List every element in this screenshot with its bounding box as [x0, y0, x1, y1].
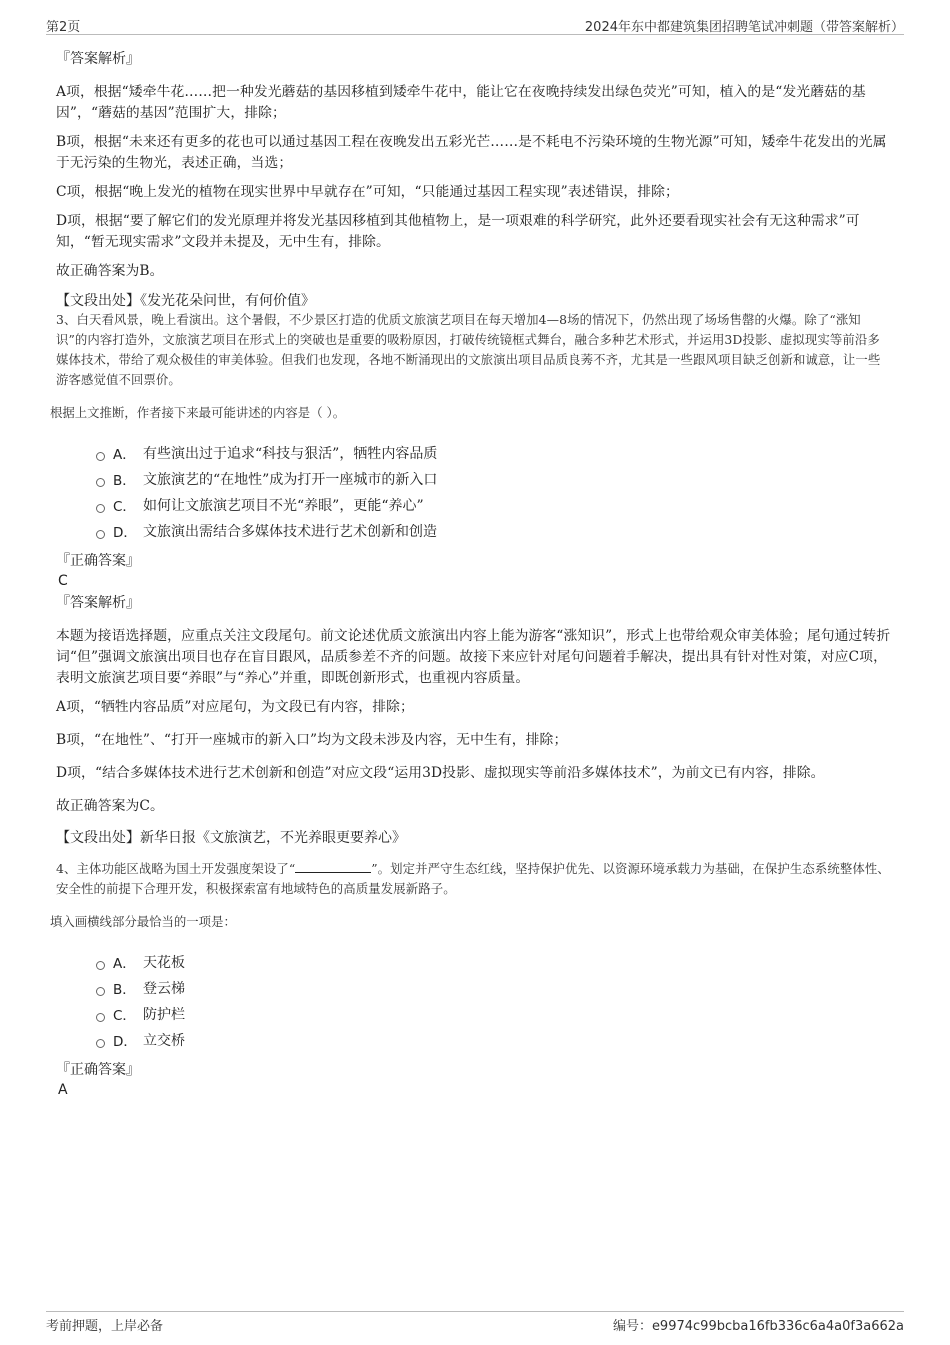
q3-analysis-a: A项，“牺牲内容品质”对应尾句，为文段已有内容，排除； — [56, 699, 414, 715]
q4-prompt: 填入画横线部分最恰当的一项是： — [50, 914, 236, 929]
q2-analysis-label: 『答案解析』 — [56, 51, 140, 67]
q2-conclusion: 故正确答案为B。 — [56, 263, 164, 279]
q3-prompt: 根据上文推断，作者接下来最可能讲述的内容是（ ）。 — [50, 405, 346, 420]
q3-option-a[interactable]: A． 有些演出过于追求“科技与狠活”，牺牲内容品质 — [96, 440, 892, 466]
q4-options — [96, 949, 892, 1053]
q3-analysis-b: B项，“在地性”、“打开一座城市的新入口”均为文段未涉及内容，无中生有，排除； — [56, 732, 568, 748]
q4-question-text: 4、主体功能区战略为国土开发强度架设了“ ”。划定并严守生态红线，坚持保护优先、以资源环境承载力为基础，在保护生态系统整体性、安全性的前提下合理开发，积极探索富有地域特色的高质量发展新路子。 — [56, 861, 890, 896]
q4-answer-label: 『正确答案』 — [56, 1062, 140, 1078]
q3-conclusion: 故正确答案为C。 — [56, 798, 164, 814]
radio-icon[interactable] — [96, 504, 105, 513]
q2-analysis-a: A项，根据“矮牵牛花……把一种发光蘑菇的基因移植到矮牵牛花中，能让它在夜晚持续发出绿色荧光”可知，植入的是“发光蘑菇的基因”，“蘑菇的基因”范围扩大，排除； — [56, 84, 866, 121]
radio-icon[interactable] — [96, 961, 105, 970]
q3-question-text: 3、白天看风景，晚上看演出。这个暑假，不少景区打造的优质文旅演艺项目在每天增加4—8场的情况下，仍然出现了场场售罄的火爆。除了“涨知识”的内容打造外，文旅演艺项目在形式上的突破也是重要的吸粉原因，打破传统镜框式舞台，融合多种艺术形式，并运用3D投影、虚拟现实等前沿多媒体技术，带给了观众极佳的审美体验。但我们也发现，各地不断涌现出的文旅演出项目品质良莠不齐，尤其是一些跟风项目缺乏创新和诚意，让一些游客感觉值不回票价。 — [56, 312, 881, 387]
q2-source: 【文段出处】《发光花朵问世，有何价值》 — [56, 293, 315, 309]
radio-icon[interactable] — [96, 1013, 105, 1022]
q4-option-a[interactable]: A． 天花板 — [96, 949, 892, 975]
q4-option-d[interactable]: D． 立交桥 — [96, 1027, 892, 1053]
q2-analysis-b: B项，根据“未来还有更多的花也可以通过基因工程在夜晚发出五彩光芒……是不耗电不污染环境的生物光源”可知，矮牵牛花发出的光属于无污染的生物光，表述正确，当选； — [56, 134, 887, 171]
radio-icon[interactable] — [96, 478, 105, 487]
radio-icon[interactable] — [96, 1039, 105, 1048]
q3-answer: C — [58, 573, 68, 589]
q2-analysis-d: D项，根据“要了解它们的发光原理并将发光基因移植到其他植物上，是一项艰难的科学研究，此外还要看现实社会有无这种需求”可知，“暂无现实需求”文段并未提及，无中生有，排除。 — [56, 213, 860, 250]
q3-option-d[interactable]: D． 文旅演出需结合多媒体技术进行艺术创新和创造 — [96, 518, 892, 544]
q4-answer: A — [58, 1082, 68, 1098]
footer-slogan: 考前押题，上岸必备 — [46, 1319, 164, 1334]
q4-option-b[interactable]: B． 登云梯 — [96, 975, 892, 1001]
q2-analysis-c: C项，根据“晚上发光的植物在现实世界中早就存在”可知，“只能通过基因工程实现”表述错误，排除； — [56, 184, 679, 200]
q3-analysis-label: 『答案解析』 — [56, 595, 140, 611]
q3-answer-label: 『正确答案』 — [56, 553, 140, 569]
fill-blank — [295, 860, 371, 873]
page-number: 第2页 — [46, 20, 81, 35]
radio-icon[interactable] — [96, 987, 105, 996]
document-code: 编号：e9974c99bcba16fb336c6a4a0f3a662a — [612, 1319, 904, 1334]
q3-option-c[interactable]: C． 如何让文旅演艺项目不光“养眼”，更能“养心” — [96, 492, 892, 518]
q3-source: 【文段出处】新华日报《文旅演艺，不光养眼更要养心》 — [56, 830, 406, 846]
radio-icon[interactable] — [96, 452, 105, 461]
document-title: 2024年东中都建筑集团招聘笔试冲刺题（带答案解析） — [584, 20, 904, 35]
q3-option-b[interactable]: B． 文旅演艺的“在地性”成为打开一座城市的新入口 — [96, 466, 892, 492]
q3-analysis-d: D项，“结合多媒体技术进行艺术创新和创造”对应文段“运用3D投影、虚拟现实等前沿多媒体技术”，为前文已有内容，排除。 — [56, 765, 825, 781]
header-divider — [46, 34, 904, 35]
footer-divider — [46, 1311, 904, 1312]
q4-option-c[interactable]: C． 防护栏 — [96, 1001, 892, 1027]
radio-icon[interactable] — [96, 530, 105, 539]
q3-options — [96, 440, 892, 544]
content — [50, 50, 892, 1103]
q3-analysis-main: 本题为接语选择题，应重点关注文段尾句。前文论述优质文旅演出内容上能为游客“涨知识”，形式上也带给观众审美体验；尾句通过转折词“但”强调文旅演出项目也存在盲目跟风，品质参差不齐的问题。故接下来应针对尾句问题着手解决，提出具有针对性对策，对应C项，表明文旅演艺项目要“养眼”与“养心”并重，即既创新形式，也重视内容质量。 — [56, 628, 891, 686]
